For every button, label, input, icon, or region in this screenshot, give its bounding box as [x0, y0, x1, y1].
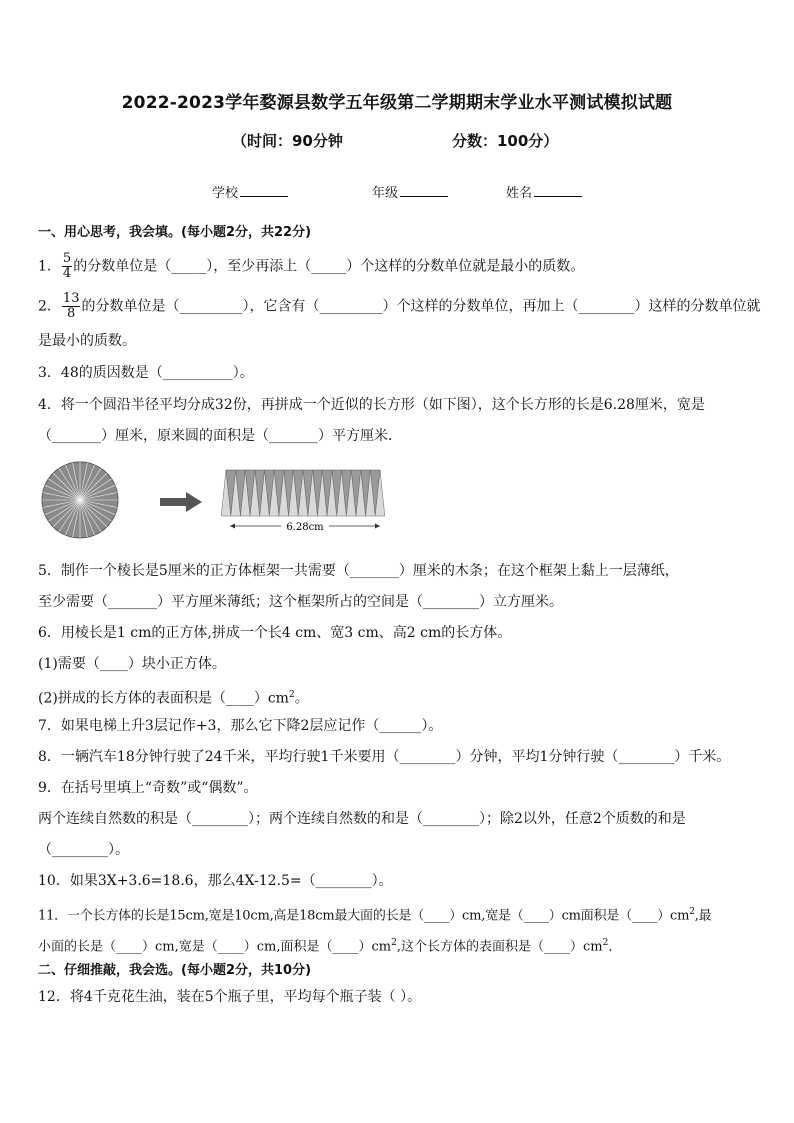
question-9-line-1: 9．在括号里填上“奇数”或“偶数”。 — [38, 780, 258, 796]
grade-label: 年级 — [372, 186, 399, 201]
question-10: 10．如果3X+3.6=18.6，那么4X-12.5=（________）。 — [38, 873, 393, 889]
section-2-heading: 二、仔细推敲，我会选。(每小题2分，共10分) — [38, 963, 312, 978]
question-2-continued: 是最小的质数。 — [38, 333, 136, 349]
q11-line2-end: ． — [608, 939, 622, 955]
q2-text: 的分数单位是（_________），它含有（_________）个这样的分数单位，再加上（________）这样的分数单位就 — [81, 298, 761, 315]
rectangle-sectors-figure — [221, 470, 385, 516]
score-label: 分数：100分） — [452, 132, 559, 150]
question-6-line-3 — [38, 686, 764, 708]
q1-denominator: 4 — [62, 266, 72, 281]
question-11-line-1 — [38, 903, 764, 925]
q11-line2-middle: ,这个长方体的表面积是（____）cm — [396, 939, 603, 955]
school-label: 学校 — [212, 186, 239, 201]
question-1 — [38, 252, 764, 281]
question-12: 12．将4千克花生油，装在5个瓶子里，平均每个瓶子装（ ）。 — [38, 989, 422, 1005]
q1-fraction — [62, 252, 72, 281]
name-label: 姓名 — [506, 186, 533, 201]
name-field — [506, 182, 582, 201]
question-5-line-1: 5．制作一个棱长是5厘米的正方体框架一共需要（_______）厘米的木条；在这个框架上黏上一层薄纸， — [38, 563, 679, 579]
question-6-line-1: 6．用棱长是1 cm的正方体,拼成一个长4 cm、宽3 cm、高2 cm的长方体。 — [38, 625, 512, 641]
name-blank — [534, 184, 582, 197]
question-4-line-1: 4．将一个圆沿半径平均分成32份，再拼成一个近似的长方形（如下图），这个长方形的长是6.28厘米，宽是 — [38, 397, 705, 413]
q11-superscript-2: 2 — [391, 938, 397, 948]
question-9-line-3: （________）。 — [38, 842, 129, 858]
question-5-line-2: 至少需要（_______）平方厘米薄纸；这个框架所占的空间是（________）立方厘米。 — [38, 594, 563, 610]
q11-line1-text: 11．一个长方体的长是15cm,宽是10cm,高是18cm最大面的长是（____）cm,宽是（____）cm面积是（____）cm — [38, 908, 690, 924]
time-label: （时间：90分钟 — [232, 132, 343, 150]
q1-text: 的分数单位是（_____），至少再添上（_____）个这样的分数单位就是最小的质数。 — [73, 258, 585, 275]
length-dimension-line — [230, 520, 380, 533]
section-1-heading: 一、用心思考，我会填。(每小题2分，共22分) — [38, 225, 312, 240]
question-11-line-2 — [38, 934, 764, 956]
school-field — [212, 182, 288, 201]
question-2 — [38, 292, 764, 321]
question-3: 3．48的质因数是（__________）。 — [38, 365, 254, 381]
q11-superscript-1: 2 — [689, 907, 695, 917]
q11-line2-text: 小面的长是（____）cm,宽是（____）cm,面积是（____）cm — [38, 939, 392, 955]
circle-to-rectangle-figure — [36, 460, 396, 540]
q1-numerator: 5 — [62, 251, 72, 266]
q11-line1-end: ,最 — [694, 908, 712, 924]
q6-superscript: 2 — [288, 690, 295, 700]
q6-end: 。 — [294, 690, 309, 707]
length-label: 6.28cm — [286, 522, 324, 533]
q6-line3-text: (2)拼成的长方体的表面积是（____）cm — [38, 690, 289, 707]
question-9-line-2: 两个连续自然数的积是（________）；两个连续自然数的和是（________）；除2以外，任意2个质数的和是 — [38, 811, 686, 827]
grade-field — [372, 182, 448, 201]
q2-fraction — [62, 292, 81, 321]
grade-blank — [400, 184, 448, 197]
page-title: 2022-2023学年婺源县数学五年级第二学期期末学业水平测试模拟试题 — [121, 93, 673, 113]
question-4-line-2: （_______）厘米，原来圆的面积是（_______）平方厘米． — [38, 428, 402, 444]
school-blank — [240, 184, 288, 197]
q11-superscript-3: 2 — [602, 938, 609, 948]
q2-numerator: 13 — [62, 291, 80, 306]
question-8: 8．一辆汽车18分钟行驶了24千米，平均行驶1千米要用（________）分钟，平均1分钟行驶（________）千米。 — [38, 749, 731, 765]
q1-number: 1． — [38, 258, 61, 275]
q2-number: 2． — [38, 298, 61, 315]
arrow-icon — [160, 492, 202, 512]
circle-sectors-figure — [42, 462, 118, 538]
question-6-line-2: (1)需要（____）块小正方体。 — [38, 656, 226, 672]
question-7: 7．如果电梯上升3层记作+3，那么它下降2层应记作（______）。 — [38, 718, 443, 734]
q2-denominator: 8 — [67, 306, 76, 321]
